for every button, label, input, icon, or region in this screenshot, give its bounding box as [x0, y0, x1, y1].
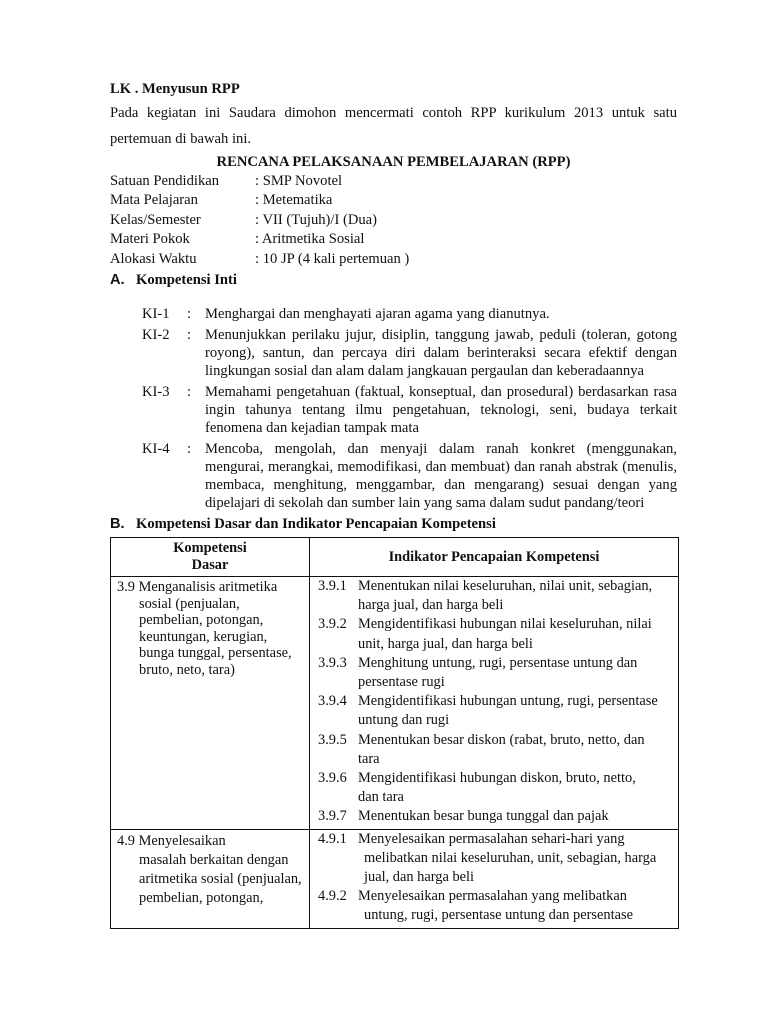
header-kd-line2: Dasar	[191, 557, 229, 574]
indicator-cell	[310, 829, 679, 928]
indicator-text: Menentukan nilai keseluruhan, nilai unit, sebagian,	[358, 578, 653, 595]
rpp-title: RENCANA PELAKSANAAN PEMBELAJARAN (RPP)	[216, 154, 571, 170]
indicator-text: Menentukan besar diskon (rabat, bruto, netto, dan	[358, 731, 645, 748]
kompetensi-inti-list	[142, 305, 677, 512]
section-b-letter: B.	[110, 516, 125, 533]
indicator-text: Menentukan besar bunga tunggal dan pajak	[358, 808, 609, 825]
kd-cell	[111, 577, 310, 830]
ki-code: KI-1	[142, 306, 170, 323]
ki-separator: :	[187, 384, 192, 401]
indicator-number: 4.9.2	[318, 888, 347, 905]
ki-separator: :	[187, 306, 192, 323]
identity-value: : 10 JP (4 kali pertemuan )	[255, 250, 410, 267]
identity-label: Alokasi Waktu	[110, 250, 197, 267]
indicator-number: 3.9.3	[318, 654, 347, 671]
indicator-item	[318, 887, 672, 925]
section-a-title: Kompetensi Inti	[136, 272, 237, 289]
indicator-text-cont: untung dan rugi	[358, 712, 450, 729]
identity-row	[110, 230, 677, 249]
indicator-number: 3.9.5	[318, 731, 347, 748]
table-row	[111, 577, 679, 830]
indicator-text-cont: persentase rugi	[358, 674, 445, 691]
ki-separator: :	[187, 327, 192, 344]
ki-item	[142, 305, 677, 323]
indicator-text-cont: untung, rugi, persentase untung dan persentase	[364, 907, 633, 924]
identity-row	[110, 191, 677, 210]
ki-text: Menunjukkan perilaku jujur, disiplin, tanggung jawab, peduli (toleran, gotong royong), santun, dan percaya diri dalam berinteraksi secara efektif dengan lingkungan sosial dan alam dalam jangkauan pergaulan dan keberadaannya	[205, 327, 677, 380]
identity-value: : Metematika	[255, 192, 333, 209]
indicator-item	[318, 615, 672, 653]
indicator-text-cont: dan tara	[358, 789, 404, 806]
identity-label: Materi Pokok	[110, 231, 190, 248]
indicator-item	[318, 731, 672, 769]
kd-rest-text: sosial (penjualan, pembelian, potongan, keuntungan, kerugian, bunga tunggal, persentase, bruto, neto, tara)	[139, 595, 292, 678]
section-b-heading	[110, 515, 677, 533]
ki-code: KI-3	[142, 384, 170, 401]
worksheet-title: LK . Menyusun RPP	[110, 81, 240, 97]
section-a-letter: A.	[110, 272, 125, 289]
indicator-text-cont: jual, dan harga beli	[364, 869, 475, 886]
indicator-text: Menyelesaikan permasalahan sehari-hari yang	[358, 830, 625, 847]
indicator-text-cont: melibatkan nilai keseluruhan, unit, sebagian, harga	[364, 849, 657, 866]
header-kd-line1: Kompetensi	[173, 540, 247, 557]
ki-code: KI-2	[142, 327, 170, 344]
ki-separator: :	[187, 441, 192, 458]
kd-cell	[111, 829, 310, 928]
indicator-item	[318, 769, 672, 807]
ki-item	[142, 383, 677, 437]
indicator-item	[318, 692, 672, 730]
kd-first-line: 3.9 Menganalisis aritmetika	[117, 579, 278, 596]
indicator-text-cont: unit, harga jual, dan harga beli	[358, 635, 533, 652]
section-a-heading	[110, 271, 677, 289]
indicator-text: Menghitung untung, rugi, persentase untung dan	[358, 654, 638, 671]
indicator-number: 4.9.1	[318, 830, 347, 847]
identity-value: : Aritmetika Sosial	[255, 231, 365, 248]
identity-row	[110, 172, 677, 191]
indicator-text: Mengidentifikasi hubungan diskon, bruto, netto,	[358, 770, 636, 787]
intro-paragraph: Pada kegiatan ini Saudara dimohon mencermati contoh RPP kurikulum 2013 untuk satu pertemuan di bawah ini.	[110, 105, 677, 147]
ki-text: Memahami pengetahuan (faktual, konseptual, dan prosedural) berdasarkan rasa ingin tahunya tentang ilmu pengetahuan, teknologi, seni, budaya terkait fenomena dan kejadian tampak mata	[205, 384, 677, 437]
indicator-number: 3.9.2	[318, 616, 347, 633]
header-kompetensi-dasar	[111, 538, 310, 577]
identity-row	[110, 211, 677, 230]
identity-label: Satuan Pendidikan	[110, 173, 220, 189]
indicator-number: 3.9.1	[318, 578, 347, 595]
indicator-item	[318, 577, 672, 615]
table-header-row	[111, 538, 679, 577]
indicator-number: 3.9.7	[318, 808, 347, 825]
identity-label: Mata Pelajaran	[110, 192, 198, 209]
header-indikator: Indikator Pencapaian Kompetensi	[310, 538, 679, 577]
section-b-title: Kompetensi Dasar dan Indikator Pencapaian Kompetensi	[136, 516, 496, 533]
identity-value: : SMP Novotel	[255, 173, 343, 189]
table-row	[111, 829, 679, 928]
indicator-item	[318, 830, 672, 888]
indicator-text: Mengidentifikasi hubungan untung, rugi, persentase	[358, 693, 658, 710]
indicator-item	[318, 654, 672, 692]
identity-row	[110, 250, 677, 269]
indicator-item	[318, 807, 672, 826]
indicator-cell	[310, 577, 679, 830]
indicator-text-cont: tara	[358, 750, 380, 767]
indicator-number: 3.9.6	[318, 770, 347, 787]
indicator-text: Menyelesaikan permasalahan yang melibatkan	[358, 888, 627, 905]
ki-text: Menghargai dan menghayati ajaran agama yang dianutnya.	[205, 306, 550, 323]
ki-item	[142, 440, 677, 512]
indicator-number: 3.9.4	[318, 693, 347, 710]
identity-value: : VII (Tujuh)/I (Dua)	[255, 211, 378, 228]
document-page	[110, 80, 677, 929]
ki-text: Mencoba, mengolah, dan menyaji dalam ranah konkret (menggunakan, mengurai, merangkai, memodifikasi, dan membuat) dan ranah abstrak (menulis, membaca, menghitung, menggambar, dan mengarang) sesuai dengan yang dipelajari di sekolah dan sumber lain yang sama dalam sudut pandang/teori	[205, 441, 677, 512]
indicator-text: Mengidentifikasi hubungan nilai keseluruhan, nilai	[358, 616, 652, 633]
ki-code: KI-4	[142, 441, 170, 458]
kd-first-line: 4.9 Menyelesaikan	[117, 832, 226, 849]
kd-indicator-table	[110, 537, 679, 929]
identity-block	[110, 172, 677, 269]
indicator-text-cont: harga jual, dan harga beli	[358, 597, 504, 614]
kd-rest-text: masalah berkaitan dengan aritmetika sosial (penjualan, pembelian, potongan,	[139, 851, 302, 906]
ki-item	[142, 326, 677, 380]
identity-label: Kelas/Semester	[110, 211, 201, 228]
